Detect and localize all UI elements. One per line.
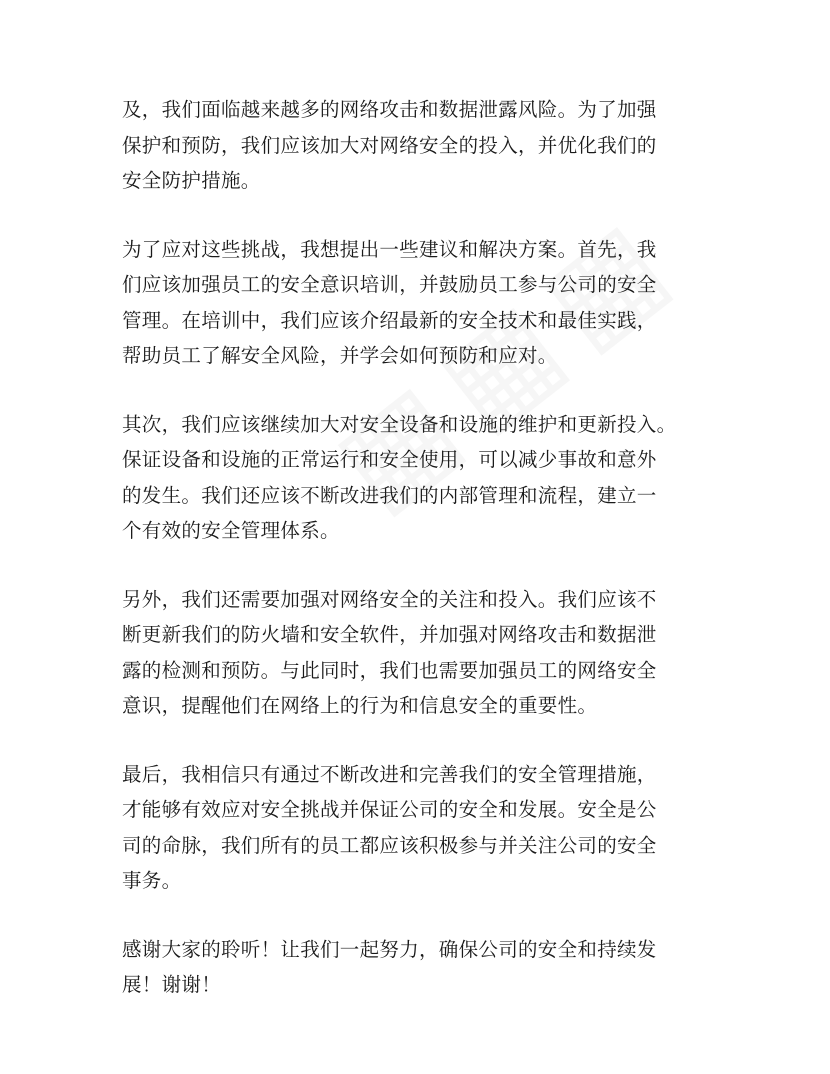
text-line: 保护和预防，我们应该加大对网络安全的投入，并优化我们的 bbox=[122, 133, 657, 157]
text-line: 安全防护措施。 bbox=[122, 169, 261, 192]
text-line: 露的检测和预防。与此同时，我们也需要加强员工的网络安全 bbox=[122, 658, 657, 682]
paragraph-2 bbox=[122, 232, 722, 374]
text-line: 及，我们面临越来越多的网络攻击和数据泄露风险。为了加强 bbox=[122, 98, 657, 121]
text-line: 个有效的安全管理体系。 bbox=[122, 519, 340, 542]
text-line: 展！谢谢！ bbox=[122, 973, 222, 996]
text-line: 们应该加强员工的安全意识培训，并鼓励员工参与公司的安全 bbox=[122, 273, 657, 296]
paragraph-4 bbox=[122, 582, 722, 724]
text-line: 最后，我相信只有通过不断改进和完善我们的安全管理措施， bbox=[122, 762, 657, 786]
text-line: 意识，提醒他们在网络上的行为和信息安全的重要性。 bbox=[122, 694, 598, 717]
text-line: 其次，我们应该继续加大对安全设备和设施的维护和更新投入。 bbox=[122, 412, 677, 436]
text-line: 为了应对这些挑战，我想提出一些建议和解决方案。首先，我 bbox=[122, 237, 657, 261]
text-line: 司的命脉，我们所有的员工都应该积极参与并关注公司的安全 bbox=[122, 833, 657, 857]
text-line: 帮助员工了解安全风险，并学会如何预防和应对。 bbox=[122, 344, 558, 367]
document-body bbox=[122, 92, 722, 1036]
paragraph-5 bbox=[122, 757, 722, 899]
paragraph-1 bbox=[122, 92, 722, 199]
paragraph-3 bbox=[122, 407, 722, 549]
text-line: 另外，我们还需要加强对网络安全的关注和投入。我们应该不 bbox=[122, 587, 657, 611]
text-line: 的发生。我们还应该不断改进我们的内部管理和流程，建立一 bbox=[122, 483, 657, 507]
text-line: 断更新我们的防火墙和安全软件，并加强对网络攻击和数据泄 bbox=[122, 623, 657, 646]
text-line: 管理。在培训中，我们应该介绍最新的安全技术和最佳实践， bbox=[122, 308, 657, 332]
text-line: 才能够有效应对安全挑战并保证公司的安全和发展。安全是公 bbox=[122, 798, 657, 821]
paragraph-6 bbox=[122, 932, 722, 1003]
text-line: 感谢大家的聆听！让我们一起努力，确保公司的安全和持续发 bbox=[122, 937, 657, 961]
text-line: 保证设备和设施的正常运行和安全使用，可以减少事故和意外 bbox=[122, 448, 657, 471]
text-line: 事务。 bbox=[122, 869, 182, 892]
